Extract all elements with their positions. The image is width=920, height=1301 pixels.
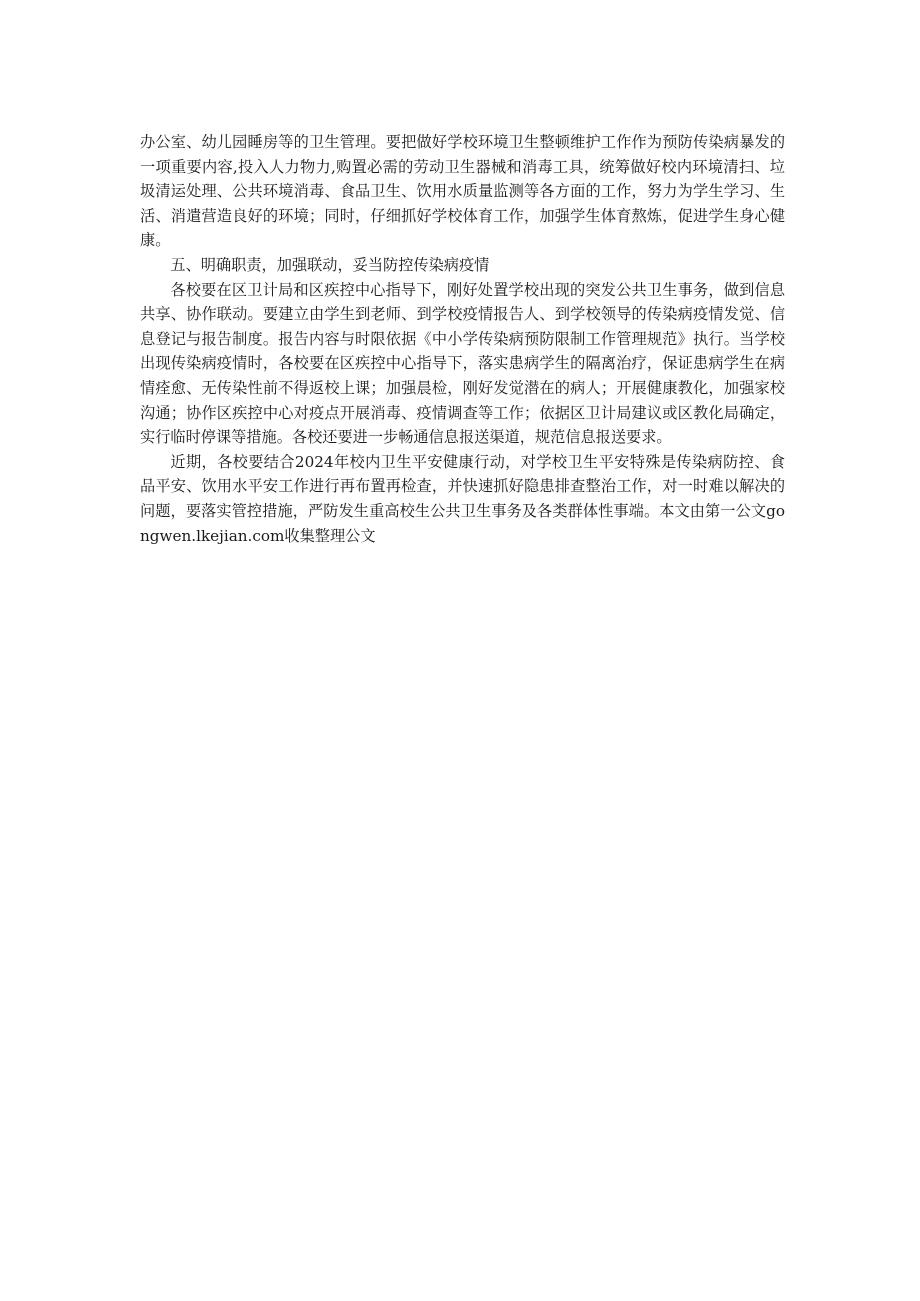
paragraph-recent-actions: 近期，各校要结合2024年校内卫生平安健康行动，对学校卫生平安特殊是传染病防控、食品平安、饮用水平安工作进行再布置再检查，并快速抓好隐患排查整治工作，对一时难以解决的问题，要落实管控措施，严防发生重高校生公共卫生事务及各类群体性事端。本文由第一公文gongwen.lkejian.com收集整理公文	[140, 452, 785, 545]
paragraph-environment-hygiene: 办公室、幼儿园睡房等的卫生管理。要把做好学校环境卫生整顿维护工作作为预防传染病暴发的一项重要内容,投入人力物力,购置必需的劳动卫生器械和消毒工具，统筹做好校内环境清扫、垃圾清运处理、公共环境消毒、食品卫生、饮用水质量监测等各方面的工作，努力为学生学习、生活、消遣营造良好的环境；同时，仔细抓好学校体育工作，加强学生体育熬炼，促进学生身心健康。	[140, 133, 785, 250]
document-body	[140, 130, 785, 548]
section-heading-five: 五、明确职责，加强联动，妥当防控传染病疫情	[170, 255, 490, 274]
paragraph-responsibilities: 各校要在区卫计局和区疾控中心指导下，刚好处置学校出现的突发公共卫生事务，做到信息共享、协作联动。要建立由学生到老师、到学校疫情报告人、到学校领导的传染病疫情发觉、信息登记与报告制度。报告内容与时限依据《中小学传染病预防限制工作管理规范》执行。当学校出现传染病疫情时，各校要在区疾控中心指导下，落实患病学生的隔离治疗，保证患病学生在病情痊愈、无传染性前不得返校上课；加强晨检，刚好发觉潜在的病人；开展健康教化，加强家校沟通；协作区疾控中心对疫点开展消毒、疫情调查等工作；依据区卫计局建议或区教化局确定，实行临时停课等措施。各校还要进一步畅通信息报送渠道，规范信息报送要求。	[140, 280, 785, 447]
